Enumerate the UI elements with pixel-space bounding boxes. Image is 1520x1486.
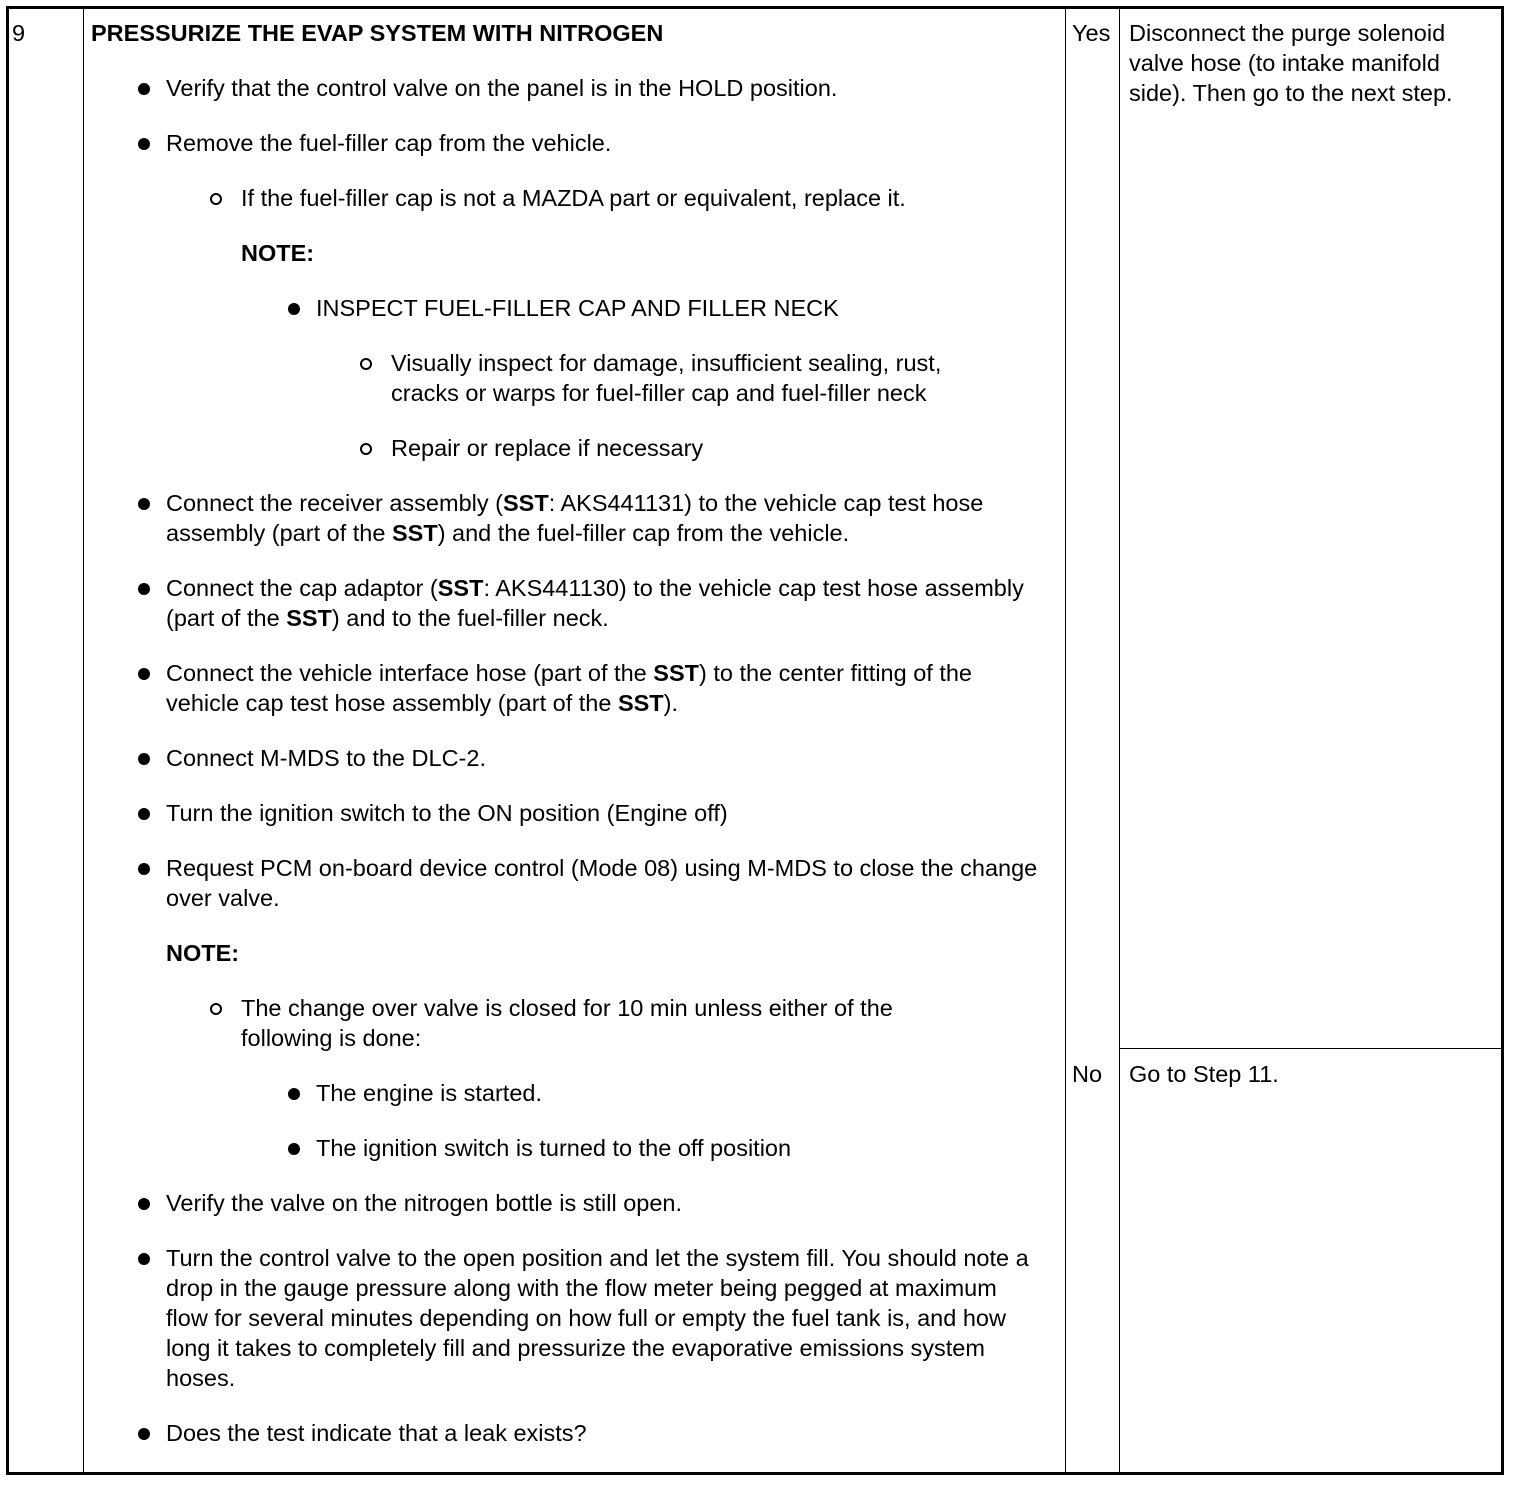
note-label: NOTE: (241, 240, 315, 266)
text-span: ) and to the fuel-filler neck. (331, 605, 609, 631)
bullet-icon (138, 498, 150, 510)
item-text (166, 490, 983, 546)
item-text (166, 660, 972, 716)
item-text: Request PCM on-board device control (Mode 08) using M-MDS to close the change over valve. (166, 855, 1038, 911)
diagnostic-step-table (6, 6, 1504, 1475)
item-text: Turn the control valve to the open position and let the system fill. You should note a drop in the gauge pressure along with the flow meter being pegged at maximum flow for several minutes depending on how full or empty the fuel tank is, and how long it takes to completely fill and pressurize the evaporative emissions system hoses. (166, 1245, 1029, 1391)
list-item (91, 1418, 1041, 1448)
text-span: Connect the cap adaptor ( (166, 575, 438, 601)
item-text: If the fuel-filler cap is not a MAZDA part or equivalent, replace it. (241, 185, 906, 211)
item-text: Repair or replace if necessary (391, 435, 704, 461)
sst-label: SST (502, 490, 549, 516)
circle-bullet-icon (360, 443, 372, 455)
item-text: The engine is started. (316, 1080, 542, 1106)
item-text: Remove the fuel-filler cap from the vehicle. (166, 130, 612, 156)
list-item (91, 73, 1041, 103)
sst-label: SST (653, 660, 699, 686)
bullet-icon (138, 583, 150, 595)
bullet-icon (138, 753, 150, 765)
sst-label: SST (437, 575, 484, 601)
bullet-icon (288, 1088, 300, 1100)
list-item (91, 488, 1041, 548)
bullet-icon (138, 808, 150, 820)
list-item (91, 798, 1041, 828)
sst-label: SST (286, 605, 332, 631)
circle-bullet-icon (210, 1003, 222, 1015)
bullet-icon (138, 83, 150, 95)
bullet-icon (288, 303, 300, 315)
list-item (91, 293, 1041, 323)
list-item (91, 1133, 1041, 1163)
text-span: ) and the fuel-filler cap from the vehicle. (437, 520, 850, 546)
bullet-icon (138, 1253, 150, 1265)
item-text (166, 575, 1024, 631)
text-span: Connect the vehicle interface hose (part of the (166, 660, 654, 686)
bullet-icon (138, 1428, 150, 1440)
text-span: : AKS441131) to the vehicle cap test hose assembly (part of the (166, 490, 984, 546)
list-item (91, 183, 1041, 213)
circle-bullet-icon (210, 193, 222, 205)
circle-bullet-icon (360, 358, 372, 370)
step-number: 9 (12, 20, 26, 46)
bullet-icon (138, 1198, 150, 1210)
list-item (91, 348, 1041, 408)
bullet-icon (288, 1143, 300, 1155)
item-text: Turn the ignition switch to the ON position (Engine off) (166, 800, 728, 826)
list-item (91, 128, 1041, 158)
yes-action: Disconnect the purge solenoid valve hose (to intake manifold side). Then go to the next step. (1129, 20, 1453, 106)
step-procedure (91, 18, 1041, 1448)
no-label: No (1072, 1061, 1103, 1087)
note-label: NOTE: (166, 940, 240, 966)
list-item (91, 743, 1041, 773)
item-text: Connect M-MDS to the DLC-2. (166, 745, 486, 771)
bullet-icon (138, 668, 150, 680)
text-span: ). (663, 690, 679, 716)
item-text: Visually inspect for damage, insufficient sealing, rust, cracks or warps for fuel-filler cap and fuel-filler neck (391, 350, 942, 406)
item-text: Verify that the control valve on the panel is in the HOLD position. (166, 75, 838, 101)
text-span: : AKS441130) to the vehicle cap test hose assembly (part of the (166, 575, 1024, 631)
item-text: INSPECT FUEL-FILLER CAP AND FILLER NECK (316, 295, 839, 321)
item-text: The ignition switch is turned to the off position (316, 1135, 792, 1161)
item-text: The change over valve is closed for 10 min unless either of the following is done: (241, 995, 893, 1051)
list-item (91, 573, 1041, 633)
yes-label: Yes (1072, 20, 1111, 46)
item-text: Verify the valve on the nitrogen bottle is still open. (166, 1190, 683, 1216)
no-action: Go to Step 11. (1129, 1061, 1279, 1087)
text-span: Connect the receiver assembly ( (166, 490, 503, 516)
row-divider (1119, 1048, 1501, 1049)
bullet-icon (138, 138, 150, 150)
list-item (91, 993, 1041, 1053)
column-divider (1065, 9, 1066, 1472)
column-divider (83, 9, 84, 1472)
column-divider (1119, 9, 1120, 1472)
sst-label: SST (391, 520, 438, 546)
sst-label: SST (617, 690, 664, 716)
item-text: Does the test indicate that a leak exists? (166, 1420, 587, 1446)
step-title: PRESSURIZE THE EVAP SYSTEM WITH NITROGEN (91, 20, 664, 46)
bullet-icon (138, 863, 150, 875)
list-item (91, 1188, 1041, 1218)
text-span: ) to the center fitting of the vehicle cap test hose assembly (part of the (166, 660, 972, 716)
list-item (91, 1078, 1041, 1108)
list-item (91, 658, 1041, 718)
list-item (91, 433, 1041, 463)
list-item (91, 853, 1041, 913)
list-item (91, 1243, 1041, 1393)
